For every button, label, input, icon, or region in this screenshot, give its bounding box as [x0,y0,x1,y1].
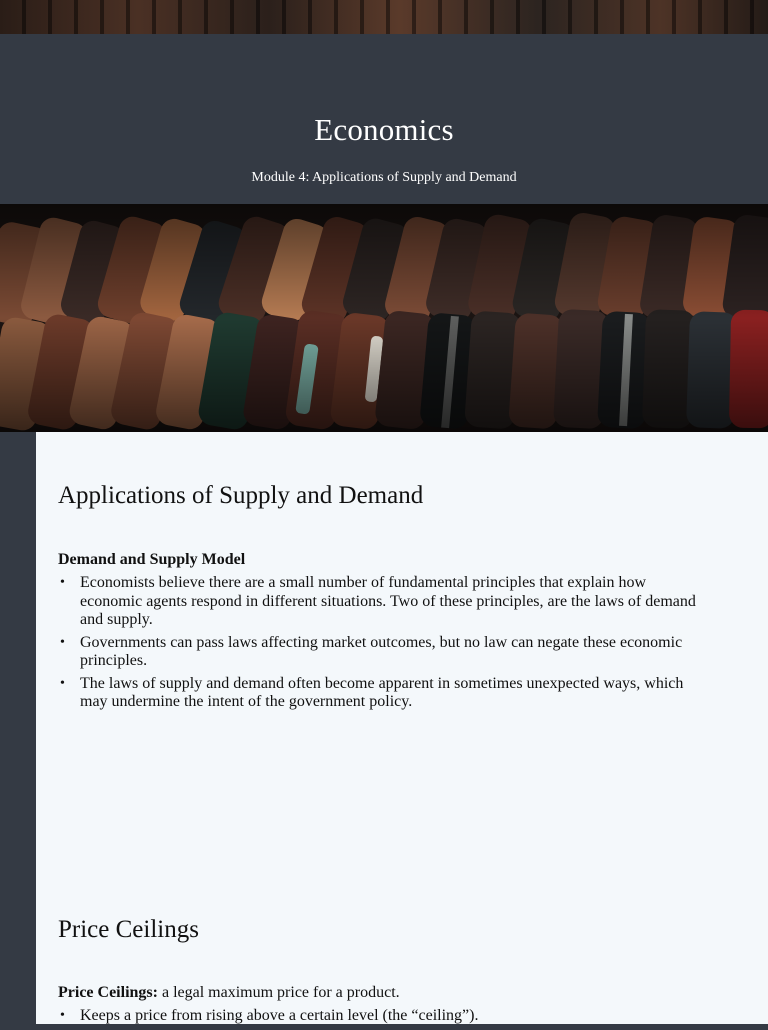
list-item: • Economists believe there are a small number of fundamental principles that explain how economic agents respond in different situations. Two of these principles, are the laws of demand and supply. [60,574,696,628]
wallets-photo [0,204,768,432]
subheading-demand-supply-model: Demand and Supply Model [58,551,246,568]
document-title: Economics [314,112,454,147]
list-item: • Governments can pass laws affecting market outcomes, but no law can negate these economic principles. [60,633,683,669]
bullet-glyph: • [60,675,65,691]
wallets-image [0,204,768,432]
bullet-glyph: • [60,1008,65,1023]
list-item: • The laws of supply and demand often become apparent in sometimes unexpected ways, which may undermine the intent of the government policy. [60,674,684,710]
content-panel [36,432,768,1024]
bullet-list-price-ceilings [58,1007,698,1030]
definition-term: Price Ceilings: [58,984,158,1001]
document-subtitle: Module 4: Applications of Supply and Demand [251,170,517,185]
price-ceilings-definition [58,983,400,1003]
section-heading-applications: Applications of Supply and Demand [58,482,424,509]
bullet-list-demand-supply [58,574,698,716]
section-heading-price-ceilings: Price Ceilings [58,916,199,943]
definition-text: a legal maximum price for a product. [157,984,400,1001]
bullet-glyph: • [60,634,65,650]
bullet-glyph: • [60,575,65,590]
header-photo-strip [0,0,768,34]
title-band [0,34,768,204]
list-item: • Keeps a price from rising above a certain level (the “ceiling”). [60,1007,479,1024]
